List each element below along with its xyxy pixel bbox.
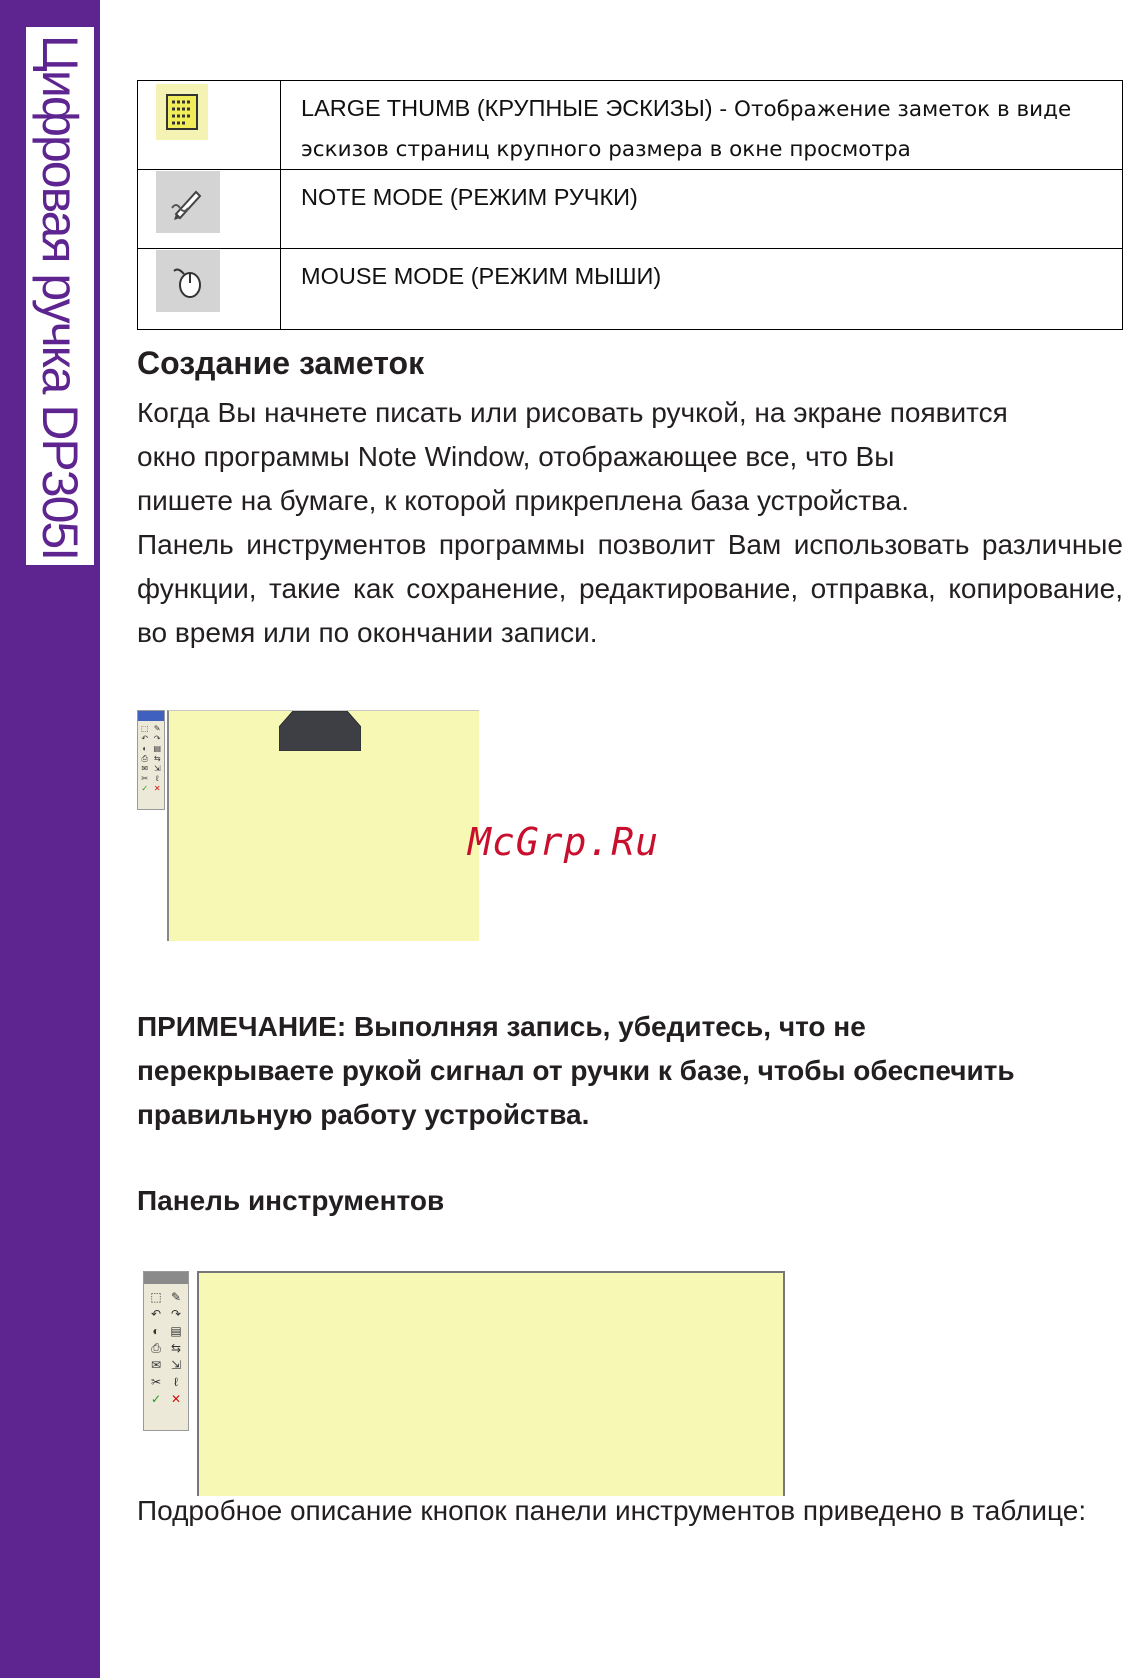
toolbar-panel (143, 1271, 189, 1431)
intro-line: Когда Вы начнете писать или рисовать ручкой, на экране появится (137, 397, 1008, 428)
ok-icon: ✓ (141, 784, 149, 793)
toolbar-buttons-table (137, 80, 1123, 330)
section-title-toolbar: Панель инструментов (137, 1185, 445, 1216)
large-thumb-icon (156, 84, 208, 140)
send-icon: ⇲ (170, 1358, 182, 1372)
select-icon: ⬚ (140, 724, 149, 733)
row-description: - Отображение заметок в виде эскизов страниц крупного размера в окне просмотра (301, 97, 1072, 162)
undo-icon: ↶ (141, 734, 149, 743)
clip-icon (279, 711, 361, 751)
toolbar-titlebar (144, 1272, 188, 1284)
watermark: McGrp.Ru (468, 820, 660, 864)
table-icon-cell (138, 170, 281, 249)
sidebar-band (0, 0, 100, 1678)
table-text-cell (281, 249, 1123, 330)
paragraph-toolbar-functions: Панель инструментов программы позволит Вам использовать различные функции, такие как сохранение, редактирование, отправка, копирование, во время или по окончании записи. (137, 529, 1123, 648)
sidebar-title-box (26, 27, 94, 565)
sidebar-title: Цифровая ручка DP305I (32, 34, 88, 560)
mouse-mode-icon (156, 250, 220, 312)
pages-icon: ▤ (170, 1324, 182, 1338)
paragraph-table-reference: Подробное описание кнопок панели инструментов приведено в таблице: (137, 1495, 1087, 1526)
intro-line: пишете на бумаге, к которой прикреплена база устройства. (137, 485, 909, 516)
mail-icon: ✉ (150, 1358, 162, 1372)
eraser-icon: ✎ (153, 724, 161, 733)
intro-line: окно программы Note Window, отображающее все, что Вы (137, 441, 895, 472)
pen-width-icon: ℓ (155, 774, 159, 783)
print-icon: ⎙ (141, 754, 148, 763)
ok-icon: ✓ (150, 1392, 162, 1406)
note-mode-icon (156, 171, 220, 233)
table-text-cell (281, 170, 1123, 249)
row-title: NOTE MODE (РЕЖИМ РУЧКИ) (301, 184, 638, 210)
toolbar-titlebar (138, 711, 164, 721)
eraser-icon: ✎ (170, 1290, 182, 1304)
row-title: LARGE THUMB (КРУПНЫЕ ЭСКИЗЫ) (301, 95, 713, 121)
note-window-toolbar (137, 710, 165, 810)
table-icon-cell (138, 81, 281, 170)
table-row (138, 249, 1123, 330)
color-icon: ◐ (152, 1324, 160, 1338)
export-icon: ⇆ (170, 1341, 182, 1355)
note-window-canvas (167, 710, 479, 941)
select-icon: ⬚ (150, 1290, 162, 1304)
send-icon: ⇲ (153, 764, 161, 773)
table-row (138, 81, 1123, 170)
toolbar-panel-canvas (197, 1271, 785, 1496)
cancel-icon: ✕ (170, 1392, 182, 1406)
cancel-icon: ✕ (153, 784, 161, 793)
table-text-cell (281, 81, 1123, 170)
toolbar-button-grid (138, 721, 164, 796)
cut-icon: ✂ (150, 1375, 162, 1389)
redo-icon: ↷ (153, 734, 161, 743)
note-paragraph: ПРИМЕЧАНИЕ: Выполняя запись, убедитесь, что не перекрываете рукой сигнал от ручки к базе, чтобы обеспечить правильную работу устройства. (137, 1011, 1015, 1130)
color-icon: ◐ (142, 744, 148, 753)
print-icon: ⎙ (151, 1341, 161, 1355)
table-icon-cell (138, 249, 281, 330)
section-title-creating-notes: Создание заметок (137, 345, 425, 381)
pages-icon: ▤ (153, 744, 162, 753)
export-icon: ⇆ (153, 754, 161, 763)
toolbar-button-grid (144, 1284, 188, 1412)
table-row (138, 170, 1123, 249)
mail-icon: ✉ (141, 764, 149, 773)
paragraph-intro (137, 391, 1123, 523)
cut-icon: ✂ (141, 774, 149, 783)
row-title: MOUSE MODE (РЕЖИМ МЫШИ) (301, 263, 662, 289)
undo-icon: ↶ (150, 1307, 162, 1321)
pen-width-icon: ℓ (174, 1375, 178, 1389)
redo-icon: ↷ (170, 1307, 182, 1321)
